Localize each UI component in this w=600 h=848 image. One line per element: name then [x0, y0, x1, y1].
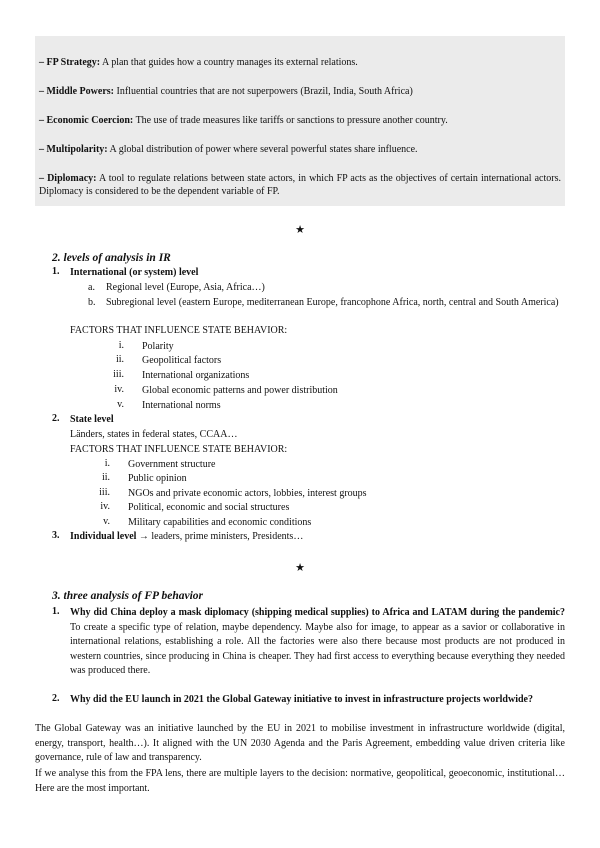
- roman-marker: ii.: [115, 354, 124, 365]
- roman-marker: v.: [103, 516, 110, 527]
- sub-marker: b.: [88, 297, 96, 308]
- factor-item: International organizations: [142, 370, 250, 381]
- item-individual-level: Individual level → leaders, prime ministers, Presidents…: [70, 531, 304, 542]
- factor-item: Global economic patterns and power distribution: [142, 385, 338, 396]
- factors-label: FACTORS THAT INFLUENCE STATE BEHAVIOR:: [70, 325, 288, 336]
- sub-item-subregional: Subregional level (eastern Europe, mediterranean Europe, francophone Africa, north, central and South America): [106, 297, 559, 308]
- question-eu-gateway: Why did the EU launch in 2021 the Global Gateway initiative to invest in infrastructure projects worldwide?: [70, 694, 533, 705]
- item-title-state: State level: [70, 414, 114, 425]
- roman-marker: i.: [118, 340, 124, 351]
- factor-item: NGOs and private economic actors, lobbies, interest groups: [128, 488, 367, 499]
- factor-item: Political, economic and social structures: [128, 502, 290, 513]
- definition-middle-powers: – Middle Powers: Influential countries that are not superpowers (Brazil, India, South Africa): [39, 86, 413, 97]
- item-number: 3.: [52, 530, 60, 541]
- roman-marker: i.: [104, 458, 110, 469]
- definition-fp-strategy: – FP Strategy: A plan that guides how a country manages its external relations.: [39, 57, 358, 68]
- roman-marker: iv.: [100, 501, 110, 512]
- section-heading-levels: 2. levels of analysis in IR: [52, 252, 171, 264]
- definition-economic-coercion: – Economic Coercion: The use of trade measures like tariffs or sanctions to pressure another country.: [39, 115, 448, 126]
- roman-marker: iii.: [99, 487, 110, 498]
- item-number: 2.: [52, 413, 60, 424]
- question-china-answer: Why did China deploy a mask diplomacy (shipping medical supplies) to Africa and LATAM during the pandemic? To create a specific type of relation, maybe dependency. Maybe also for image, to appear as a savior or collaborative in international relations, establishing a role. All the factories were also there because most products are not produced in western countries, since producing in China is cheaper. They had first access to everything because everything they needed was produced there.: [70, 607, 565, 676]
- paragraph-global-gateway: The Global Gateway was an initiative launched by the EU in 2021 to mobilise investment in infrastructure worldwide (digital, energy, transport, health…). It aligned with the UN 2030 Agenda and the Paris Agreement, embedding value driven criteria like governance, rule of law and transparency.: [35, 723, 565, 763]
- factor-item: Public opinion: [128, 473, 187, 484]
- factor-item: Geopolitical factors: [142, 355, 222, 366]
- roman-marker: iii.: [113, 369, 124, 380]
- section-heading-fp-behavior: 3. three analysis of FP behavior: [52, 590, 203, 602]
- state-level-desc: Länders, states in federal states, CCAA…: [70, 429, 238, 440]
- definition-multipolarity: – Multipolarity: A global distribution of power where several powerful states share influence.: [39, 144, 418, 155]
- item-number: 2.: [52, 693, 60, 704]
- sub-item-regional: Regional level (Europe, Asia, Africa…): [106, 282, 265, 293]
- factor-item: International norms: [142, 400, 221, 411]
- roman-marker: ii.: [101, 472, 110, 483]
- roman-marker: v.: [117, 399, 124, 410]
- factors-label: FACTORS THAT INFLUENCE STATE BEHAVIOR:: [70, 444, 288, 455]
- factor-item: Government structure: [128, 459, 216, 470]
- roman-marker: iv.: [114, 384, 124, 395]
- item-number: 1.: [52, 606, 60, 617]
- definitions-box: [35, 36, 565, 206]
- item-number: 1.: [52, 266, 60, 277]
- item-title-international: International (or system) level: [70, 267, 199, 278]
- star-separator-icon: ★: [295, 562, 305, 574]
- sub-marker: a.: [88, 282, 95, 293]
- factor-item: Polarity: [142, 341, 174, 352]
- definition-diplomacy: – Diplomacy: A tool to regulate relations between state actors, in which FP acts as the objectives of certain international actors. Diplomacy is considered to be the dependent variable of FP.: [39, 173, 561, 197]
- star-separator-icon: ★: [295, 224, 305, 236]
- factor-item: Military capabilities and economic conditions: [128, 517, 312, 528]
- paragraph-fpa-lens: If we analyse this from the FPA lens, there are multiple layers to the decision: normative, geopolitical, geoeconomic, institutional… Here are the most important.: [35, 768, 565, 794]
